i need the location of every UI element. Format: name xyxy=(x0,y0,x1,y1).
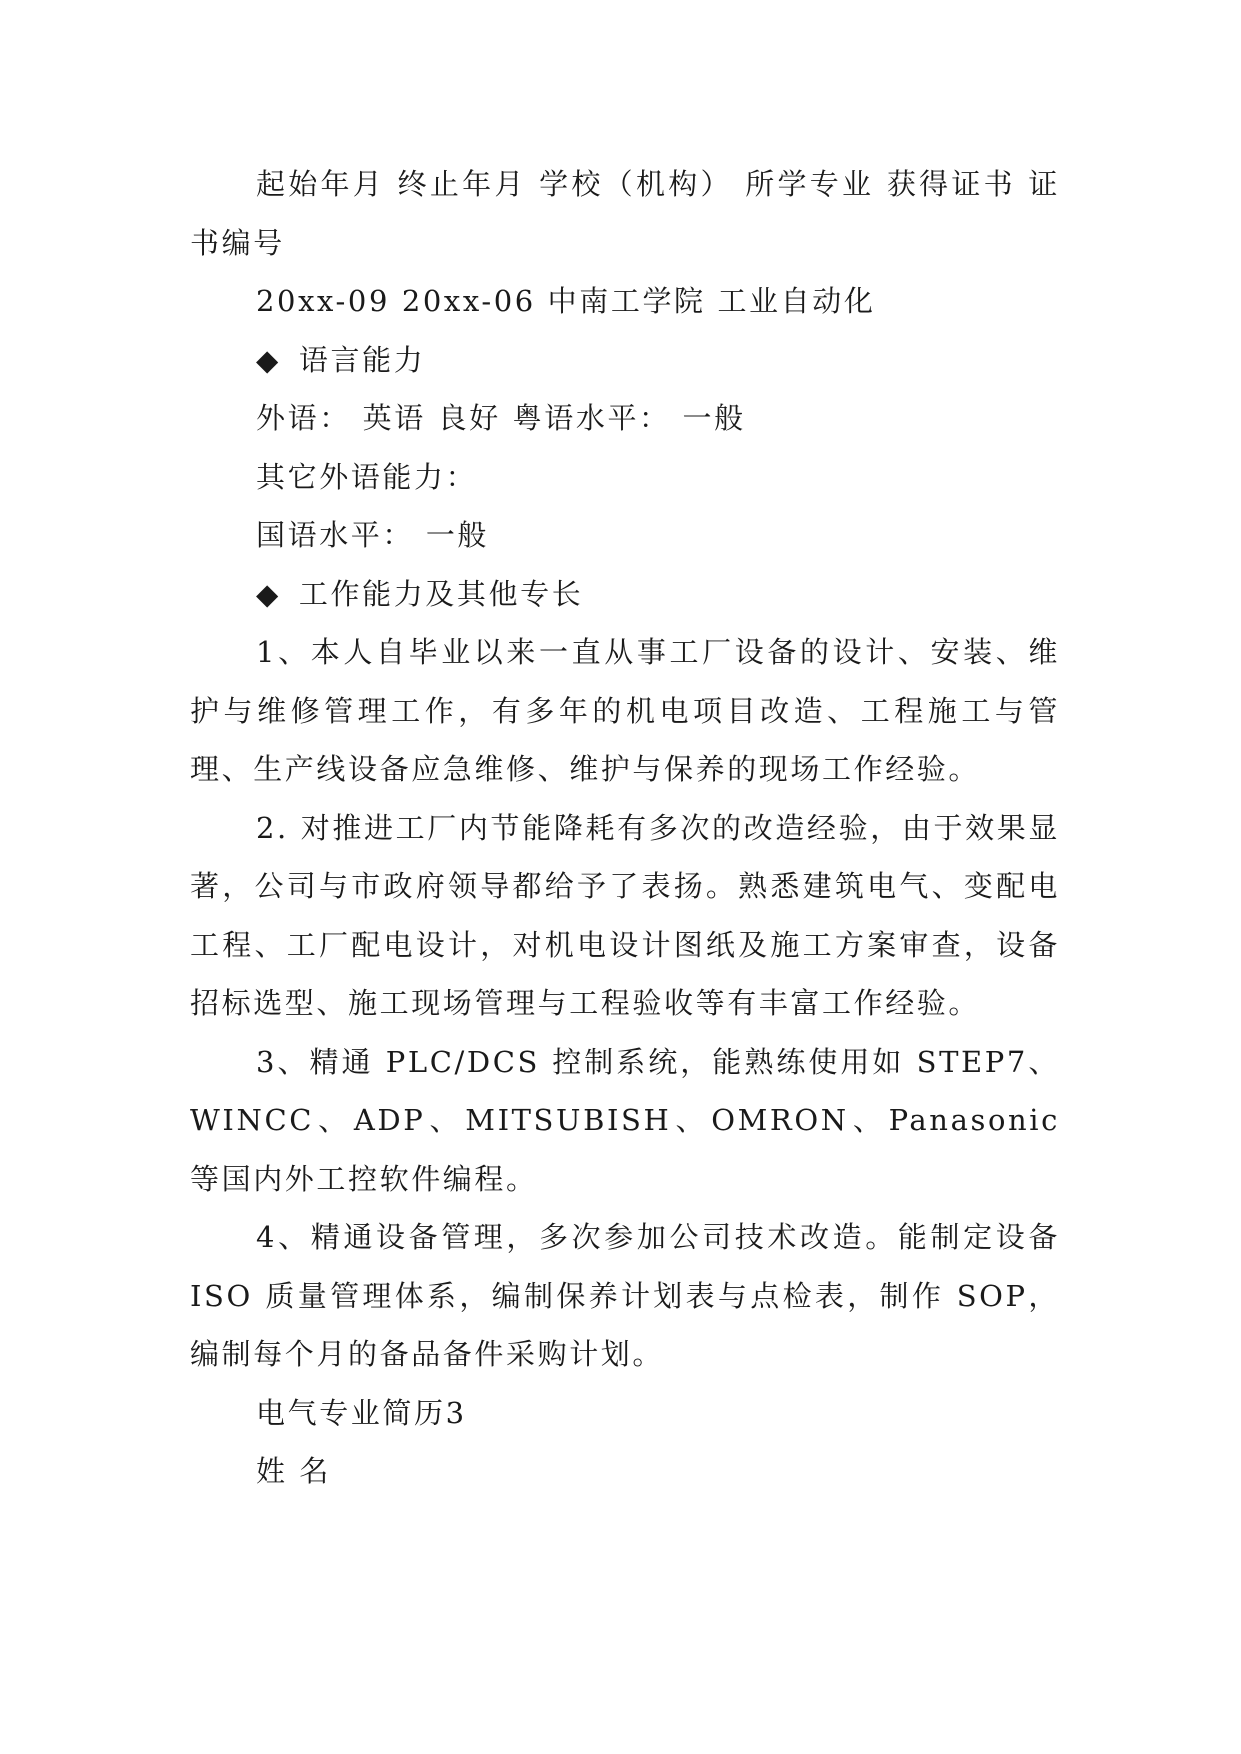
skill-paragraph-4: 4、精通设备管理，多次参加公司技术改造。能制定设备 ISO 质量管理体系，编制保养计划表与点检表，制作 SOP，编制每个月的备品备件采购计划。 xyxy=(190,1220,1060,1371)
next-resume-title: 电气专业简历3 xyxy=(256,1395,467,1430)
section-heading-skills-text: 工作能力及其他专长 xyxy=(298,576,584,611)
diamond-bullet-icon: ◆ xyxy=(256,576,281,611)
diamond-bullet-icon: ◆ xyxy=(256,342,281,377)
skill-paragraph-2: 2. 对推进工厂内节能降耗有多次的改造经验，由于效果显著，公司与市政府领导都给予了表扬。熟悉建筑电气、变配电工程、工厂配电设计，对机电设计图纸及施工方案审查，设备招标选型、施工现场管理与工程验收等有丰富工作经验。 xyxy=(190,810,1060,1020)
education-table-header: 起始年月 终止年月 学校（机构） 所学专业 获得证书 证书编号 xyxy=(190,167,1060,260)
section-heading-language xyxy=(190,331,1060,390)
mandarin-level-line: 国语水平： 一般 xyxy=(256,518,490,552)
skill-paragraph-1: 1、本人自毕业以来一直从事工厂设备的设计、安装、维护与维修管理工作，有多年的机电项目改造、工程施工与管理、生产线设备应急维修、维护与保养的现场工作经验。 xyxy=(190,635,1060,786)
skill-paragraph-3: 3、精通 PLC/DCS 控制系统，能熟练使用如 STEP7、WINCC、ADP、MITSUBISH、OMRON、Panasonic 等国内外工控软件编程。 xyxy=(190,1044,1060,1196)
section-heading-language-text: 语言能力 xyxy=(298,342,426,377)
foreign-language-line: 外语： 英语 良好 粤语水平： 一般 xyxy=(256,401,746,435)
other-language-line: 其它外语能力： xyxy=(256,459,478,494)
document-body xyxy=(190,155,1060,1501)
name-field-label: 姓 名 xyxy=(256,1454,332,1488)
education-entry-row: 20xx-09 20xx-06 中南工学院 工业自动化 xyxy=(256,284,876,318)
section-heading-skills xyxy=(190,565,1060,624)
